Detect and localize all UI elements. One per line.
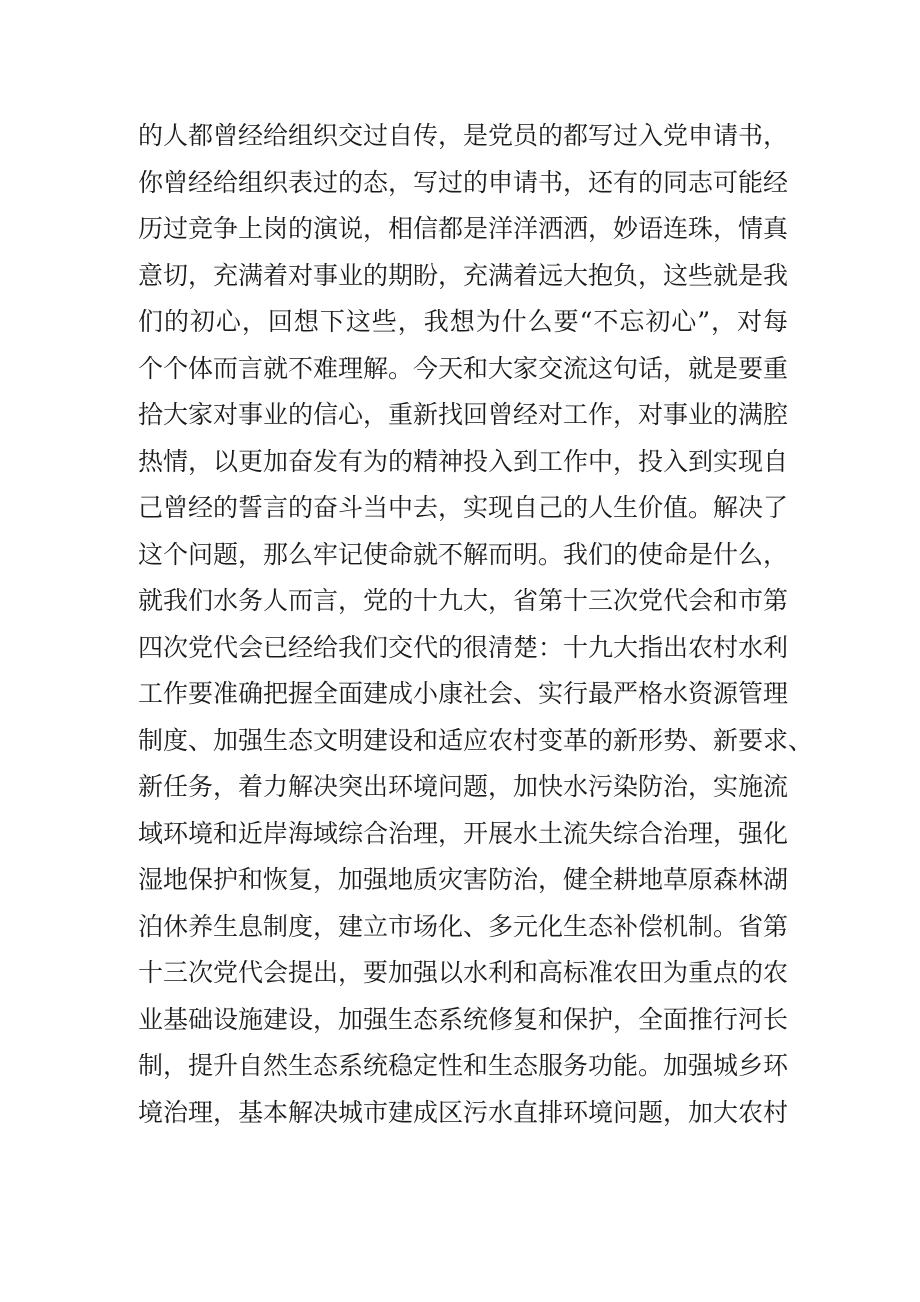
text-line-13: 工作要准确把握全面建成小康社会、实行最严格水资源管理 (138, 679, 789, 708)
text-line-20: 业基础设施建设，加强生态系统修复和保护，全面推行河长 (138, 1004, 789, 1034)
text-line-2: 你曾经给组织表过的态，写过的申请书，还有的同志可能经 (138, 167, 789, 197)
text-line-6: 个个体而言就不难理解。今天和大家交流这句话，就是要重 (138, 353, 789, 383)
text-line-22: 境治理，基本解决城市建成区污水直排环境问题，加大农村 (138, 1097, 789, 1127)
text-line-1: 的人都曾经给组织交过自传，是党员的都写过入党申请书， (138, 121, 789, 150)
text-line-8: 热情，以更加奋发有为的精神投入到工作中，投入到实现自 (138, 446, 789, 476)
text-line-11: 就我们水务人而言，党的十九大，省第十三次党代会和市第 (138, 586, 789, 615)
body-text (138, 113, 814, 1136)
text-line-12: 四次党代会已经给我们交代的很清楚：十九大指出农村水利 (138, 632, 789, 662)
text-line-15: 新任务，着力解决突出环境问题，加快水污染防治，实施流 (138, 772, 789, 801)
text-line-5: 们的初心，回想下这些，我想为什么要“不忘初心”，对每 (138, 307, 788, 336)
text-line-3: 历过竞争上岗的演说，相信都是洋洋洒洒，妙语连珠，情真 (138, 214, 789, 243)
text-line-10: 这个问题，那么牢记使命就不解而明。我们的使命是什么， (138, 539, 789, 569)
text-line-18: 泊休养生息制度，建立市场化、多元化生态补偿机制。省第 (138, 911, 789, 941)
text-line-14: 制度、加强生态文明建设和适应农村变革的新形势、新要求、 (138, 725, 814, 755)
text-line-19: 十三次党代会提出，要加强以水利和高标准农田为重点的农 (138, 958, 789, 987)
text-line-17: 湿地保护和恢复，加强地质灾害防治，健全耕地草原森林湖 (138, 865, 789, 894)
text-line-7: 拾大家对事业的信心，重新找回曾经对工作，对事业的满腔 (138, 400, 789, 429)
text-line-21: 制，提升自然生态系统稳定性和生态服务功能。加强城乡环 (138, 1051, 789, 1080)
text-line-9: 己曾经的誓言的奋斗当中去，实现自己的人生价值。解决了 (138, 493, 789, 522)
text-line-4: 意切，充满着对事业的期盼，充满着远大抱负，这些就是我 (138, 260, 789, 290)
text-line-16: 域环境和近岸海域综合治理，开展水土流失综合治理，强化 (138, 818, 789, 848)
